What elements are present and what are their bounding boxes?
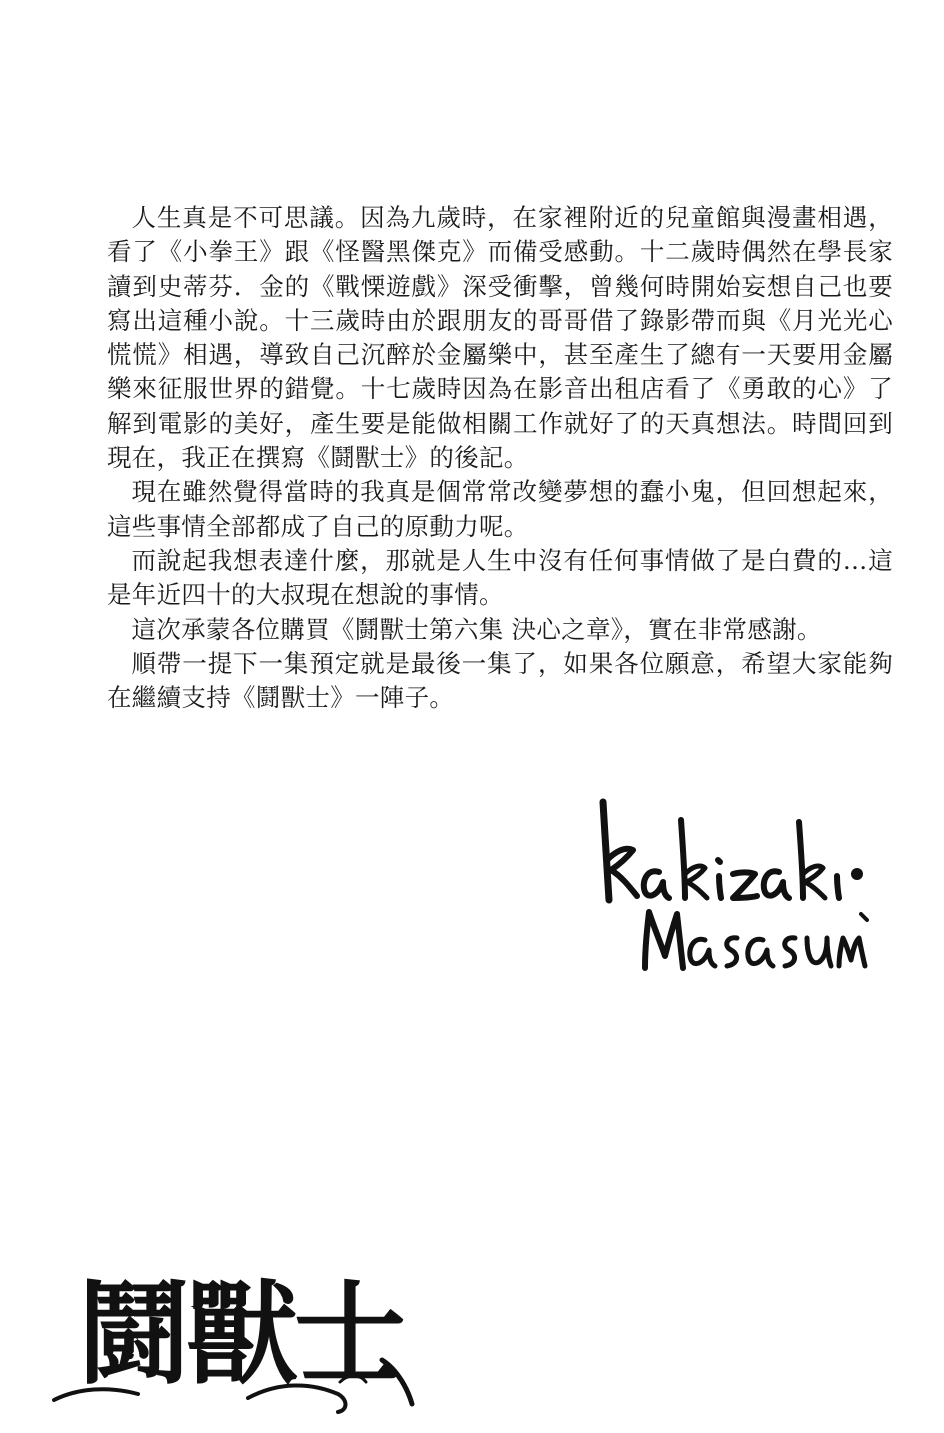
paragraph: 順帶一提下一集預定就是最後一集了，如果各位願意，希望大家能夠在繼續支持《鬪獸士》一陣子。 [107, 648, 893, 713]
paragraph: 人生真是不可思議。因為九歲時，在家裡附近的兒童館與漫畫相遇，看了《小拳王》跟《怪醫黑傑克》而備受感動。十二歲時偶然在學長家讀到史蒂芬．金的《戰慄遊戲》深受衝擊，曾幾何時開始妄想自己也要寫出這種小說。十三歲時由於跟朋友的哥哥借了錄影帶而與《月光光心慌慌》相遇，導致自己沉醉於金屬樂中，甚至產生了總有一天要用金屬樂來征服世界的錯覺。十七歲時因為在影音出租店看了《勇敢的心》了解到電影的美好，產生要是能做相關工作就好了的天真想法。時間回到現在，我正在撰寫《鬪獸士》的後記。 [107, 203, 893, 473]
paragraph: 而說起我想表達什麼，那就是人生中沒有任何事情做了是白費的…這是年近四十的大叔現在想說的事情。 [107, 545, 893, 610]
series-logo [48, 1270, 418, 1420]
paragraph: 現在雖然覺得當時的我真是個常常改變夢想的蠢小鬼，但回想起來，這些事情全部都成了自己的原動力呢。 [107, 477, 893, 541]
afterword-text [107, 201, 893, 715]
logo-title: 鬪獸士 [78, 1269, 402, 1400]
author-signature [585, 790, 875, 980]
paragraph: 這次承蒙各位購買《鬪獸士第六集 決心之章》，實在非常感謝。 [131, 614, 822, 644]
